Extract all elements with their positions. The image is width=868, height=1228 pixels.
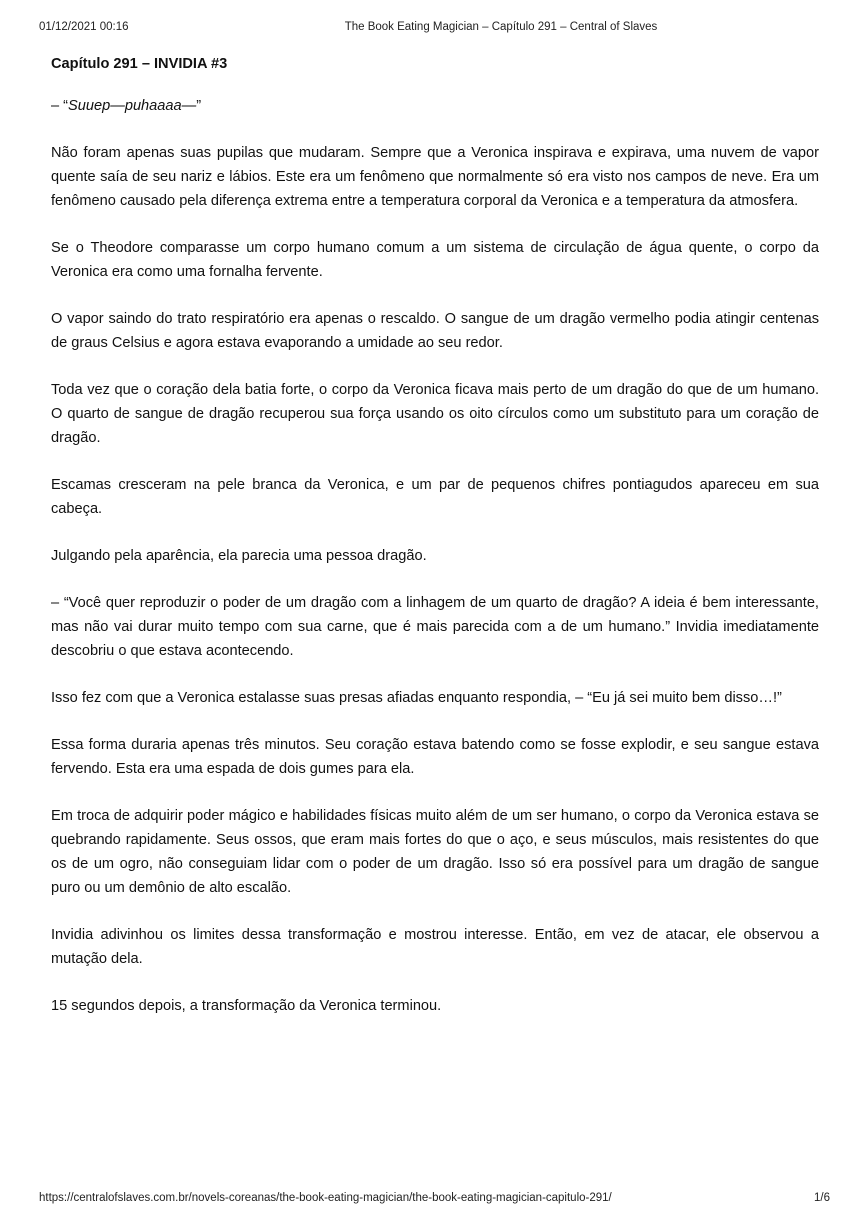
closing-quote: ” (196, 98, 202, 114)
article-paragraph: – “Você quer reproduzir o poder de um dragão com a linhagem de um quarto de dragão? A ideia é bem interessante, mas não vai durar muito tempo com sua carne, que é mais parecida com a de um humano.” Invidia imediatamente descobriu o que estava acontecendo. (51, 595, 819, 659)
article-body (51, 52, 819, 1041)
article-paragraph: Não foram apenas suas pupilas que mudaram. Sempre que a Veronica inspirava e expirava, uma nuvem de vapor quente saía de seu nariz e lábios. Este era um fenômeno que normalmente só era visto nos campos de neve. Era um fenômeno causado pela diferença extrema entre a temperatura corporal da Veronica e a temperatura da atmosfera. (51, 145, 819, 209)
print-page-title: The Book Eating Magician – Capítulo 291 – Central of Slaves (344, 21, 658, 33)
article-paragraph: Escamas cresceram na pele branca da Veronica, e um par de pequenos chifres pontiagudos apareceu em sua cabeça. (51, 477, 819, 517)
page-number: 1/6 (814, 1192, 830, 1204)
print-datetime: 01/12/2021 00:16 (39, 21, 129, 33)
article-paragraph: Se o Theodore comparasse um corpo humano comum a um sistema de circulação de água quente, o corpo da Veronica era como uma fornalha fervente. (51, 240, 819, 280)
article-paragraph: O vapor saindo do trato respiratório era apenas o rescaldo. O sangue de um dragão vermelho podia atingir centenas de graus Celsius e agora estava evaporando a umidade ao seu redor. (51, 311, 819, 351)
opening-quote: – “ (51, 98, 69, 114)
article-paragraph: Isso fez com que a Veronica estalasse suas presas afiadas enquanto respondia, – “Eu já sei muito bem disso…!” (51, 690, 782, 706)
opening-sound-effect: Suuep—puhaaaa— (68, 98, 197, 114)
article-paragraph: Toda vez que o coração dela batia forte, o corpo da Veronica ficava mais perto de um dragão do que de um humano. O quarto de sangue de dragão recuperou sua força usando os oito círculos como um substituto para um coração de dragão. (51, 382, 819, 446)
article-paragraph: 15 segundos depois, a transformação da Veronica terminou. (51, 998, 442, 1014)
article-paragraph: Julgando pela aparência, ela parecia uma pessoa dragão. (51, 548, 427, 564)
article-paragraph: Invidia adivinhou os limites dessa transformação e mostrou interesse. Então, em vez de atacar, ele observou a mutação dela. (51, 927, 819, 967)
article-paragraph-opening (51, 94, 819, 118)
article-paragraph: Em troca de adquirir poder mágico e habilidades físicas muito além de um ser humano, o corpo da Veronica estava se quebrando rapidamente. Seus ossos, que eram mais fortes do que o aço, e seus músculos, mais resistentes do que os de um ogro, não conseguiam lidar com o poder de um dragão. Isso só era possível para um dragão de sangue puro ou um demônio de alto escalão. (51, 808, 819, 896)
page-url: https://centralofslaves.com.br/novels-coreanas/the-book-eating-magician/the-book-eating-magician-capitulo-291/ (39, 1192, 612, 1204)
chapter-title: Capítulo 291 – INVIDIA #3 (51, 56, 228, 72)
article-paragraph: Essa forma duraria apenas três minutos. Seu coração estava batendo como se fosse explodir, e seu sangue estava fervendo. Esta era uma espada de dois gumes para ela. (51, 737, 819, 777)
